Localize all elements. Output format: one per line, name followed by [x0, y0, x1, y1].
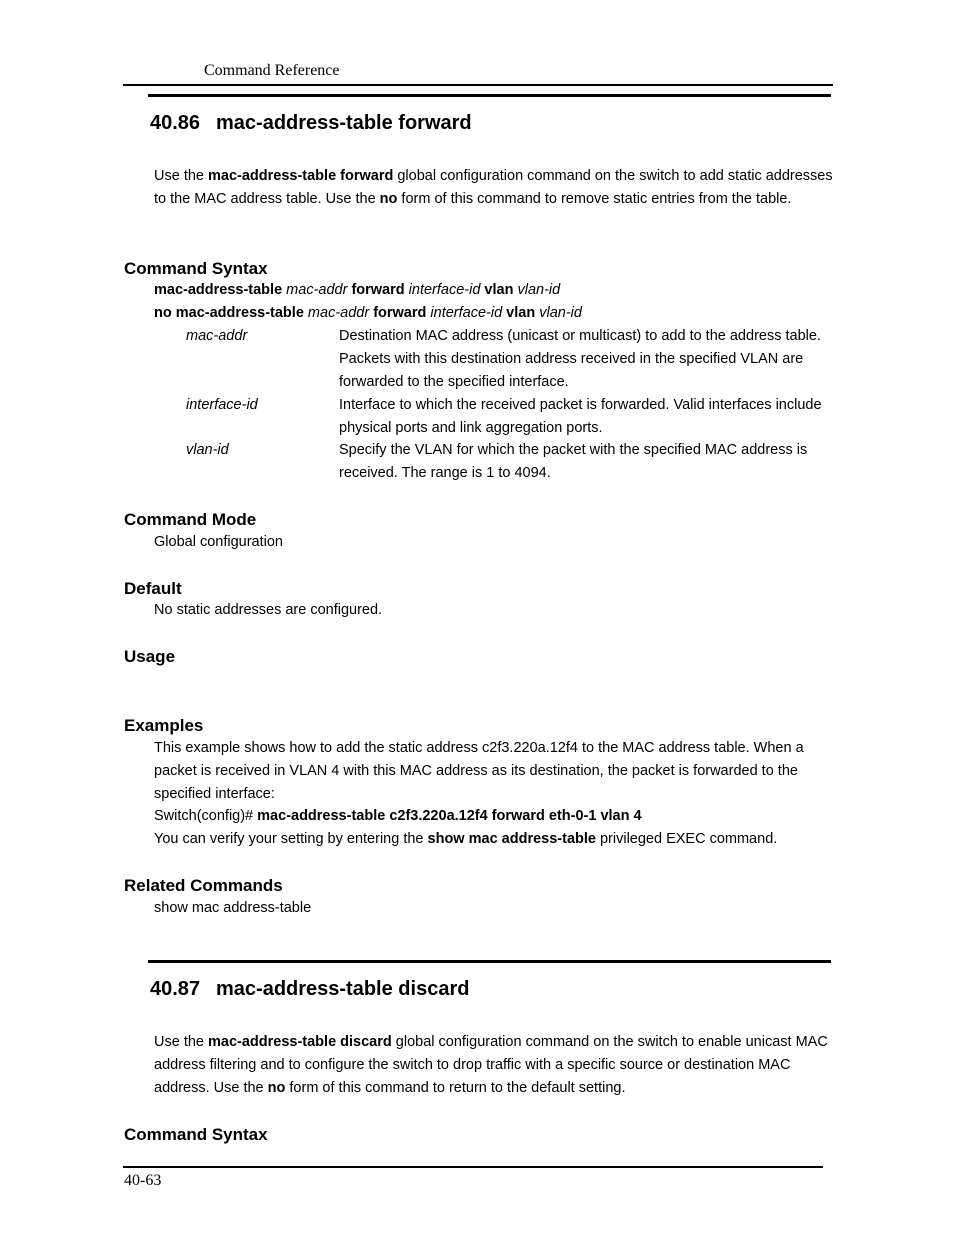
related-commands-heading: Related Commands — [124, 876, 283, 895]
command-syntax-heading: Command Syntax — [124, 259, 268, 278]
param-name: vlan-id — [186, 442, 229, 458]
header-rule — [123, 84, 833, 86]
footer-rule — [123, 1166, 823, 1168]
param-name: interface-id — [186, 397, 258, 413]
section-number: 40.86 — [150, 112, 201, 134]
default-text: No static addresses are configured. — [154, 602, 383, 618]
param-description: Destination MAC address (unicast or multicast) to add to the address table. Packets with this destination address received in the specified VLAN are forwarded to the specified interface. — [339, 328, 821, 390]
section-title: mac-address-table forward — [216, 112, 472, 134]
command-keyword: mac-address-table discard — [208, 1034, 392, 1050]
section-rule — [148, 960, 831, 963]
section-number: 40.87 — [150, 978, 201, 1000]
section-heading — [150, 978, 469, 1001]
example-command: Switch(config)# mac-address-table c2f3.220a.12f4 forward eth-0-1 vlan 4 — [154, 808, 642, 824]
examples-text: This example shows how to add the static address c2f3.220a.12f4 to the MAC address table. When a packet is received in VLAN 4 with this MAC address as its destination, the packet is forwarded to the specified interface: — [154, 740, 804, 802]
default-heading: Default — [124, 579, 182, 598]
related-commands-text: show mac address-table — [154, 900, 312, 916]
section-rule — [148, 94, 831, 97]
param-description: Interface to which the received packet is forwarded. Valid interfaces include physical ports and link aggregation ports. — [339, 397, 822, 436]
usage-heading: Usage — [124, 647, 176, 666]
syntax-line-no-form: no mac-address-table mac-addr forward interface-id vlan vlan-id — [154, 305, 582, 321]
command-mode-text: Global configuration — [154, 534, 283, 550]
command-keyword: mac-address-table forward — [208, 168, 394, 184]
command-syntax-heading: Command Syntax — [124, 1125, 268, 1144]
examples-heading: Examples — [124, 716, 204, 735]
param-description: Specify the VLAN for which the packet with the specified MAC address is received. The range is 1 to 4094. — [339, 442, 808, 481]
section-intro: Use the mac-address-table forward global configuration command on the switch to add static addresses to the MAC address table. Use the no form of this command to remove static entries from the table. — [154, 168, 833, 207]
section-intro: Use the mac-address-table discard global configuration command on the switch to enable unicast MAC address filtering and to configure the switch to drop traffic with a specific source or destination MAC address. Use the no form of this command to return to the default setting. — [154, 1034, 828, 1096]
no-keyword: no — [379, 191, 398, 207]
command-mode-heading: Command Mode — [124, 510, 257, 529]
running-header: Command Reference — [204, 62, 340, 79]
section-title: mac-address-table discard — [216, 978, 470, 1000]
verify-text: You can verify your setting by entering the show mac address-table privileged EXEC command. — [154, 831, 778, 847]
section-heading — [150, 112, 472, 135]
no-keyword: no — [267, 1080, 286, 1096]
param-name: mac-addr — [186, 328, 248, 344]
page-number: 40-63 — [124, 1172, 162, 1189]
syntax-line: mac-address-table mac-addr forward interface-id vlan vlan-id — [154, 282, 561, 298]
